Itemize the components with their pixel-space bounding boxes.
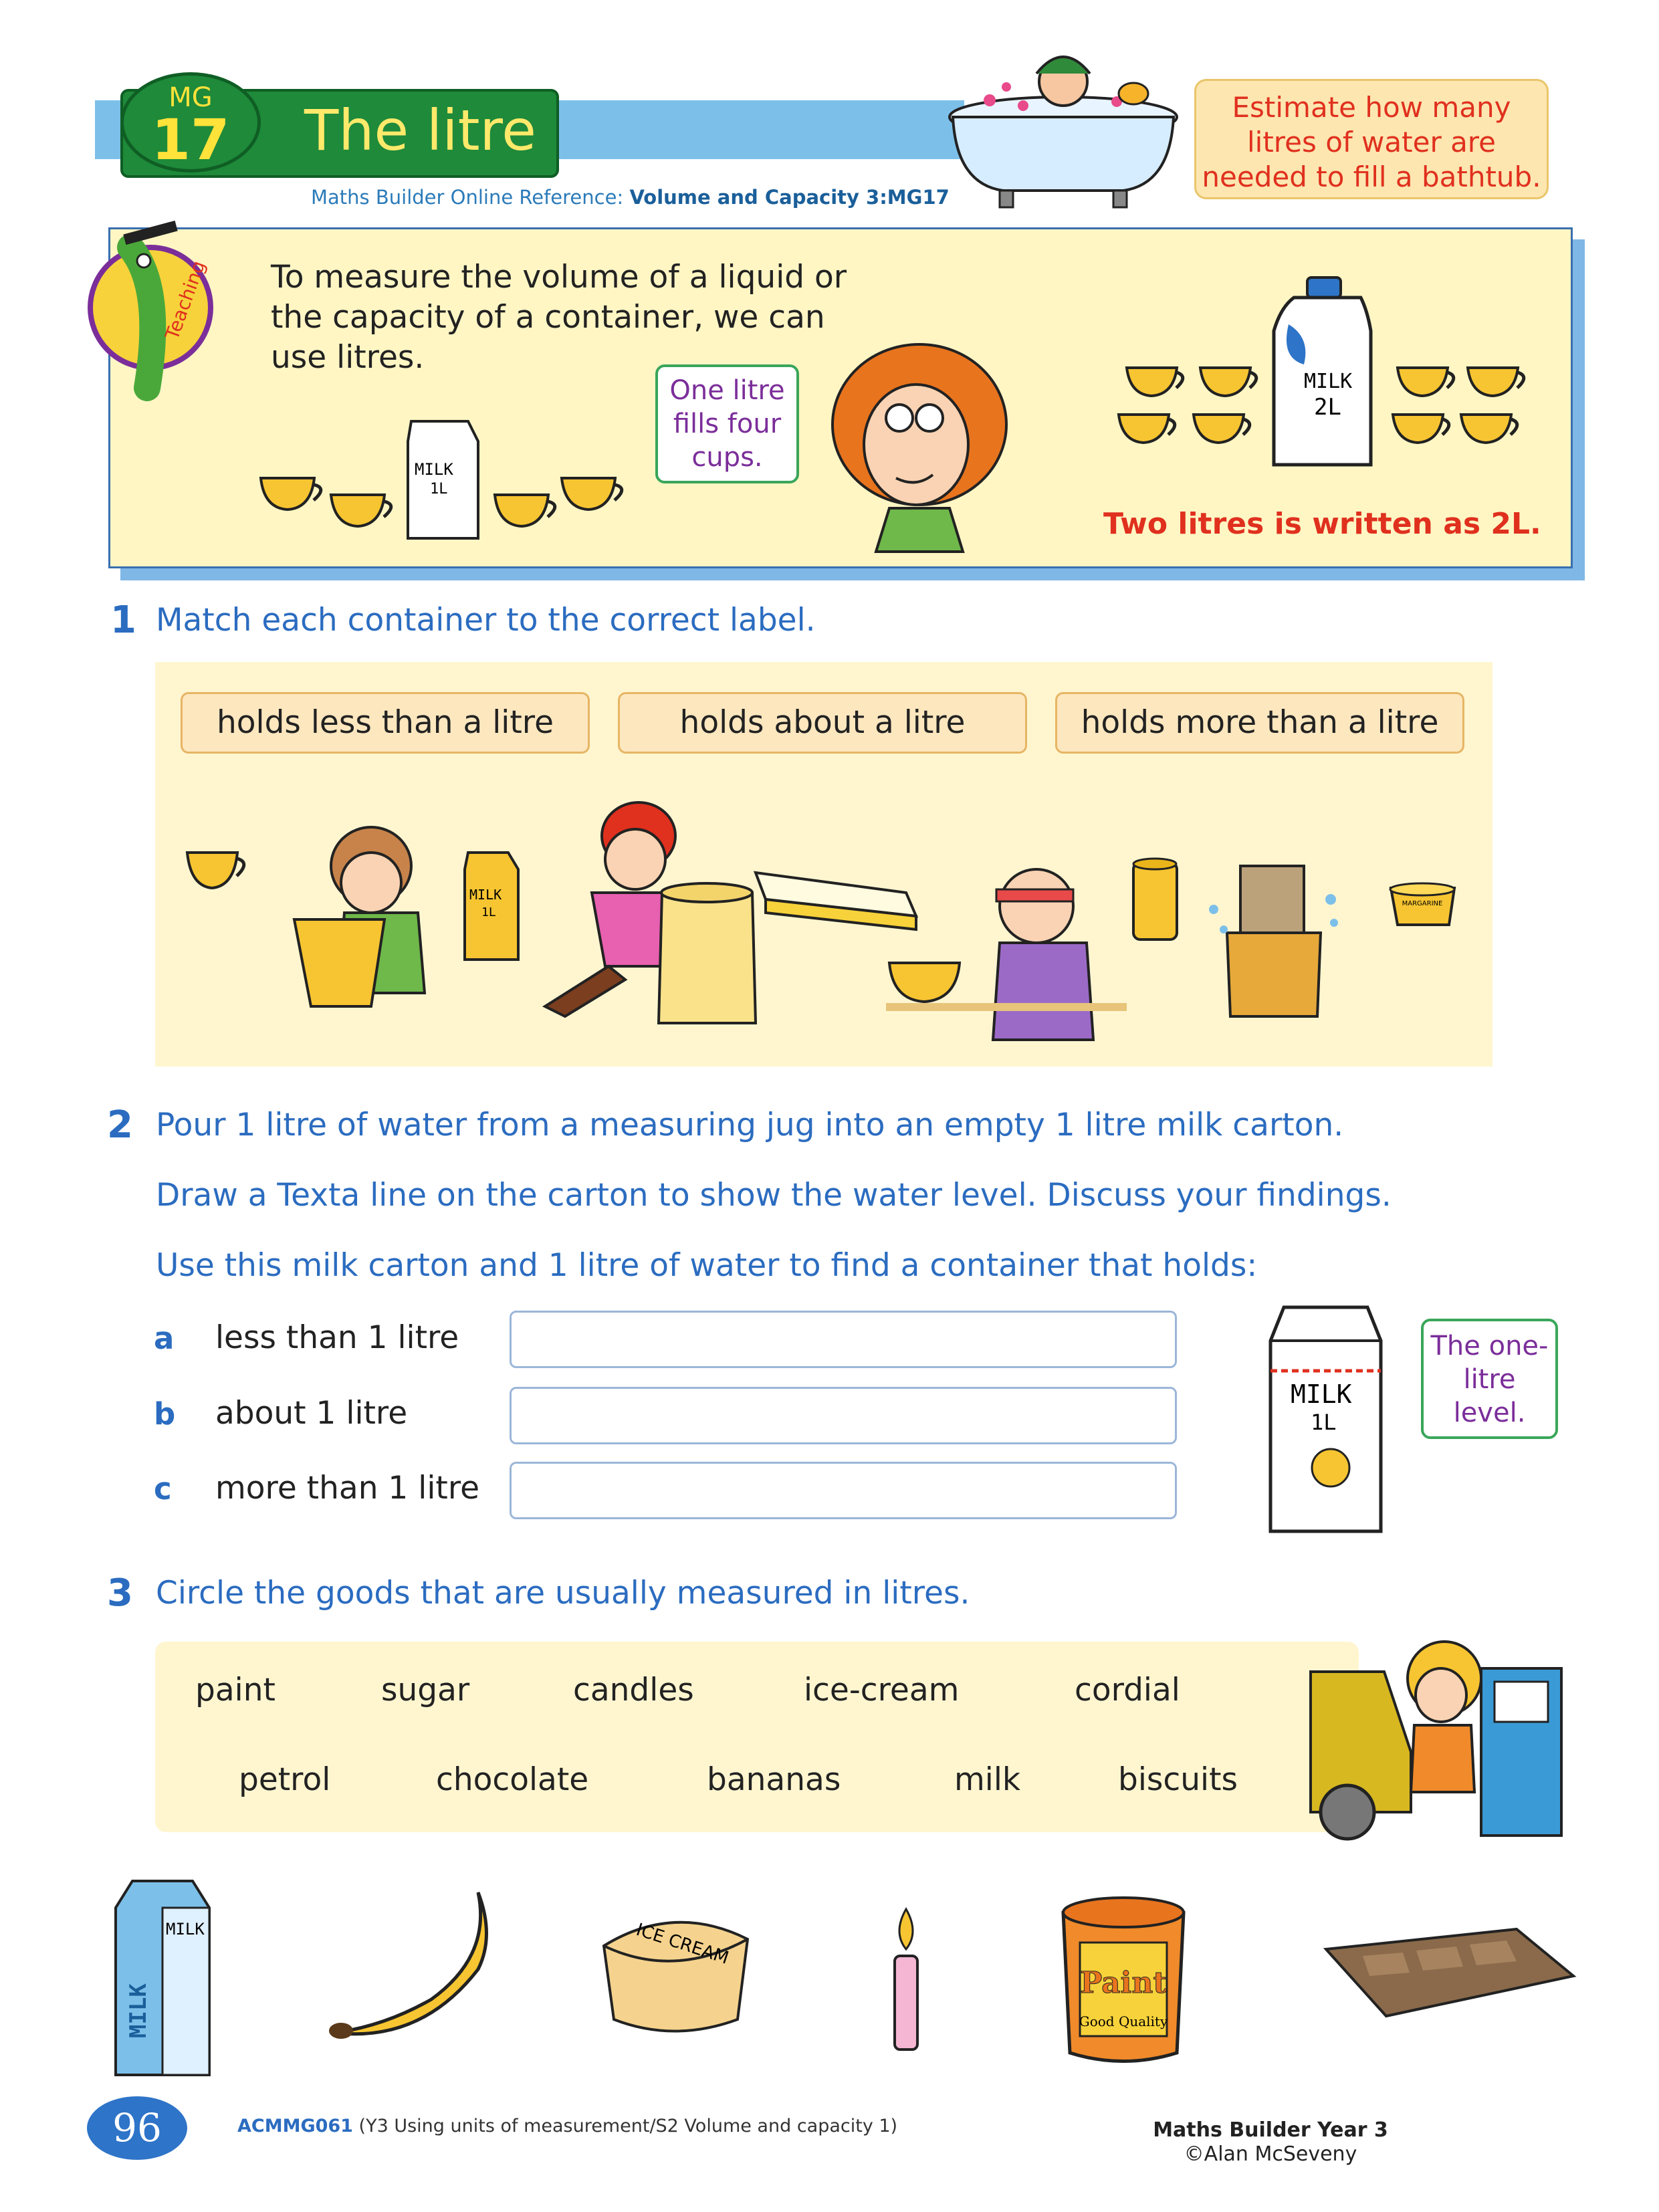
cup-icon xyxy=(1194,415,1250,443)
carton-size: 1L xyxy=(481,905,496,919)
answer-field-c[interactable] xyxy=(510,1462,1177,1519)
footer-credit xyxy=(1143,2118,1398,2167)
good-cordial[interactable]: cordial xyxy=(1075,1672,1180,1708)
answer-field-a[interactable] xyxy=(510,1311,1177,1368)
question-3-prompt: Circle the goods that are usually measured in litres. xyxy=(156,1575,970,1612)
label-less-than-litre[interactable]: holds less than a litre xyxy=(181,692,590,754)
one-litre-level-callout: The one-litre level. xyxy=(1421,1319,1558,1439)
boy-with-bin[interactable] xyxy=(491,786,772,1026)
mg-badge xyxy=(120,72,261,173)
page-title: The litre xyxy=(304,98,536,163)
goods-panel xyxy=(155,1642,1359,1832)
one-litre-carton-illustration xyxy=(1257,1304,1391,1538)
question-1-prompt: Match each container to the correct label. xyxy=(156,602,816,639)
teaching-badge xyxy=(84,214,224,415)
item-text: less than 1 litre xyxy=(215,1319,459,1356)
girl-character xyxy=(822,338,1016,552)
good-candles[interactable]: candles xyxy=(573,1672,694,1708)
milk-carton-picture xyxy=(112,1878,213,2078)
good-paint[interactable]: paint xyxy=(195,1672,275,1708)
petrol-pump-illustration xyxy=(1311,1632,1578,1846)
cup-icon xyxy=(331,495,391,526)
candle-picture xyxy=(886,1906,926,2056)
question-2-line-1: Pour 1 litre of water from a measuring jug into an empty 1 litre milk carton. xyxy=(156,1107,1344,1143)
cup-icon xyxy=(1398,368,1454,396)
mg-label: MG xyxy=(169,82,213,113)
bathtub-illustration xyxy=(943,40,1184,214)
cup-icon xyxy=(261,478,321,510)
cup-icon xyxy=(1127,368,1183,396)
reference-prefix: Maths Builder Online Reference: xyxy=(311,186,630,209)
banana-picture xyxy=(321,1882,508,2056)
milk-jug-icon xyxy=(1274,278,1371,465)
copyright: ©Alan McSeveny xyxy=(1184,2142,1357,2166)
cup-icon xyxy=(1200,368,1256,396)
cup-container[interactable] xyxy=(184,849,257,903)
item-letter: c xyxy=(154,1471,172,1507)
label-more-than-litre[interactable]: holds more than a litre xyxy=(1055,692,1464,754)
cups-and-one-litre-carton xyxy=(257,408,632,548)
carton-brand: MILK xyxy=(415,460,453,479)
good-ice-cream[interactable]: ice-cream xyxy=(804,1672,960,1708)
good-chocolate[interactable]: chocolate xyxy=(436,1761,589,1798)
teaching-badge-label: Teaching xyxy=(160,257,210,343)
milk-carton-top-label: MILK xyxy=(166,1920,205,1939)
mg-number: 17 xyxy=(151,107,230,173)
teaching-intro: To measure the volume of a liquid or the capacity of a container, we can use litres. xyxy=(271,259,847,376)
good-milk[interactable]: milk xyxy=(954,1761,1021,1798)
carton-size: 1L xyxy=(1311,1410,1337,1435)
cups-and-two-litre-jug xyxy=(1113,271,1528,478)
milk-carton-icon xyxy=(408,421,478,538)
can-container[interactable] xyxy=(1130,856,1184,943)
paint-sub-label: Good Quality xyxy=(1079,2013,1168,2029)
cup-icon xyxy=(495,495,555,526)
reference-value: Volume and Capacity 3:MG17 xyxy=(629,186,950,209)
cup-icon xyxy=(1468,368,1524,396)
jug-size: 2L xyxy=(1314,394,1341,421)
question-2-number: 2 xyxy=(107,1103,133,1147)
ice-cream-tub-picture xyxy=(594,1899,754,2039)
good-bananas[interactable]: bananas xyxy=(707,1761,841,1798)
girl-with-bucket[interactable] xyxy=(284,826,438,1016)
good-biscuits[interactable]: biscuits xyxy=(1118,1761,1238,1798)
carton-brand: MILK xyxy=(1291,1379,1352,1409)
carton-size: 1L xyxy=(430,481,448,497)
cup-icon xyxy=(1119,415,1175,443)
question-2-line-3: Use this milk carton and 1 litre of water to find a container that holds: xyxy=(156,1247,1258,1284)
margarine-label: MARGARINE xyxy=(1402,900,1443,907)
page-number: 96 xyxy=(87,2096,187,2160)
item-letter: a xyxy=(154,1321,175,1356)
item-text: more than 1 litre xyxy=(215,1470,480,1507)
jug-brand: MILK xyxy=(1304,370,1353,393)
cup-icon xyxy=(1393,415,1449,443)
margarine-tub-container[interactable] xyxy=(1388,881,1461,935)
curriculum-code xyxy=(237,2116,897,2136)
washing-tub-container[interactable] xyxy=(1204,859,1344,1020)
answer-field-b[interactable] xyxy=(510,1387,1177,1444)
item-letter: b xyxy=(154,1396,176,1432)
good-petrol[interactable]: petrol xyxy=(239,1761,331,1798)
question-1-number: 1 xyxy=(110,598,136,642)
two-litres-note: Two litres is written as 2L. xyxy=(1103,507,1541,541)
code-description: (Y3 Using units of measurement/S2 Volume and capacity 1) xyxy=(352,2116,898,2136)
item-text: about 1 litre xyxy=(215,1395,408,1432)
cup-icon xyxy=(562,478,622,510)
question-3-number: 3 xyxy=(107,1571,133,1615)
ice-cream-lid-label: ICE CREAM xyxy=(633,1919,732,1969)
milk-carton-side-label: MILK xyxy=(125,1983,152,2038)
boy-with-bowl[interactable] xyxy=(886,863,1127,1043)
question-2-line-2: Draw a Texta line on the carton to show the water level. Discuss your findings. xyxy=(156,1177,1392,1214)
paint-brand-label: Paint xyxy=(1080,1966,1167,2000)
cup-icon xyxy=(1461,415,1517,443)
online-reference xyxy=(311,186,950,209)
good-sugar[interactable]: sugar xyxy=(381,1672,470,1708)
paint-tin-picture xyxy=(1057,1879,1190,2066)
book-title: Maths Builder Year 3 xyxy=(1153,2118,1388,2142)
carton-brand: MILK xyxy=(469,887,502,903)
one-litre-speech-bubble: One litre fills four cups. xyxy=(655,364,799,483)
chocolate-bar-picture xyxy=(1323,1922,1577,2023)
code-id: ACMMG061 xyxy=(237,2116,353,2136)
estimate-prompt: Estimate how many litres of water are needed to fill a bathtub. xyxy=(1194,79,1549,199)
label-about-litre[interactable]: holds about a litre xyxy=(618,692,1027,754)
